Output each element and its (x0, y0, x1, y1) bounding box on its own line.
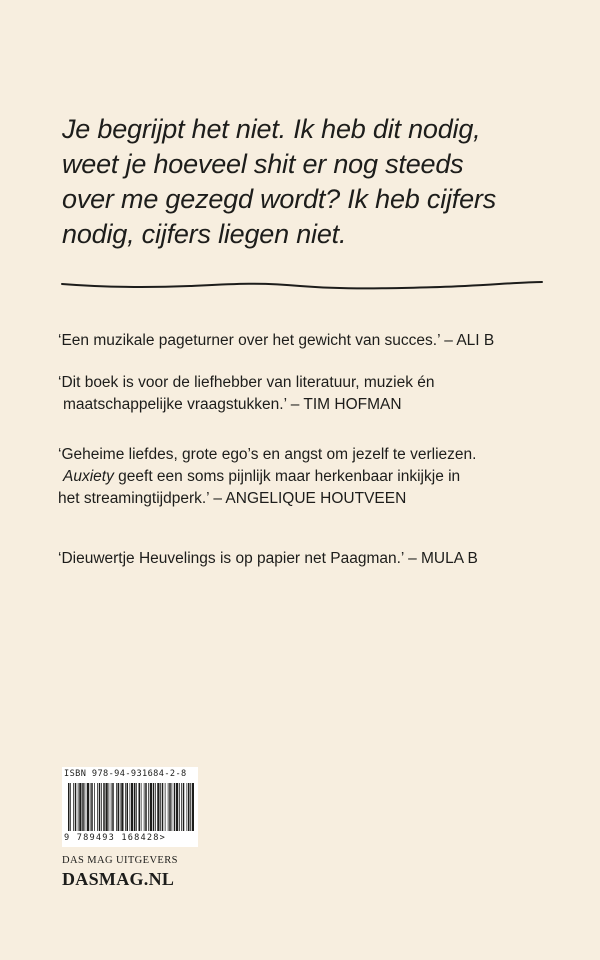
intro-quote-line: nodig, cijfers liegen niet. (62, 219, 347, 249)
barcode-bars (66, 783, 194, 831)
barcode-bar (192, 783, 194, 831)
barcode-digits (64, 833, 166, 843)
intro-quote-line: weet je hoeveel shit er nog steeds (62, 149, 464, 179)
barcode-bar (75, 783, 77, 831)
barcode-bar (181, 783, 182, 831)
barcode-bar (144, 783, 145, 831)
barcode-bar (190, 783, 191, 831)
barcode-bar (148, 783, 149, 831)
barcode-bar (68, 783, 70, 831)
barcode-bar (106, 783, 108, 831)
barcode-bar (82, 783, 84, 831)
barcode-number: 9 789493 168428 (64, 833, 160, 843)
barcode-bar (141, 783, 142, 831)
barcode-bar (87, 783, 89, 831)
barcode-bar (127, 783, 129, 831)
barcode-bar (70, 783, 71, 831)
barcode-bar (183, 783, 185, 831)
barcode-bar (155, 783, 156, 831)
intro-quote (62, 112, 562, 252)
barcode-bar (116, 783, 117, 831)
barcode-bar (153, 783, 155, 831)
barcode-bar (172, 783, 173, 831)
barcode-bar (188, 783, 190, 831)
barcode-bar (168, 783, 169, 831)
barcode-bar (174, 783, 176, 831)
review-blurb-angelique-houtveen (58, 444, 558, 510)
isbn-label: ISBN 978-94-931684-2-8 (64, 769, 187, 779)
blurb-line: ‘Geheime liefdes, grote ego’s en angst om jezelf te verliezen. (58, 446, 477, 463)
blurb-line: maatschappelijke vraagstukken.’ – TIM HOFMAN (63, 396, 402, 413)
barcode-bar (99, 783, 101, 831)
barcode-bar (111, 783, 112, 831)
barcode-bar (109, 783, 110, 831)
barcode-bar (162, 783, 164, 831)
barcode-bar (121, 783, 123, 831)
isbn-barcode (62, 767, 198, 847)
barcode-bar (131, 783, 133, 831)
barcode-bar (118, 783, 120, 831)
barcode-bar (136, 783, 137, 831)
blurb-line: ‘Een muzikale pageturner over het gewicht van succes.’ – ALI B (58, 332, 495, 349)
barcode-quiet-zone-mark: > (159, 833, 166, 843)
review-blurb-ali-b (58, 330, 558, 352)
handdrawn-divider-line (60, 274, 544, 294)
barcode-bar (73, 783, 74, 831)
barcode-bar (179, 783, 180, 831)
review-blurb-tim-hofman (58, 372, 558, 416)
barcode-bar (139, 783, 141, 831)
barcode-bar (160, 783, 161, 831)
book-title: Auxiety (63, 468, 114, 485)
blurb-line-rest: geeft een soms pijnlijk maar herkenbaar inkijkje in (113, 468, 461, 485)
barcode-bar (120, 783, 121, 831)
intro-quote-line: Je begrijpt het niet. Ik heb dit nodig, (62, 114, 481, 144)
barcode-bar (78, 783, 79, 831)
barcode-bar (169, 783, 171, 831)
barcode-bar (145, 783, 147, 831)
barcode-bar (125, 783, 126, 831)
barcode-bar (91, 783, 93, 831)
barcode-bar (90, 783, 91, 831)
blurb-line: het streamingtijdperk.’ – ANGELIQUE HOUTVEEN (58, 490, 407, 507)
barcode-bar (157, 783, 159, 831)
barcode-bar (187, 783, 188, 831)
blurb-line: ‘Dieuwertje Heuvelings is op papier net Paagman.’ – MULA B (58, 550, 478, 567)
barcode-bar (134, 783, 136, 831)
review-blurb-mula-b (58, 548, 558, 570)
barcode-bar (79, 783, 81, 831)
barcode-bar (176, 783, 178, 831)
blurb-line: ‘Dit boek is voor de liefhebber van literatuur, muziek én (58, 374, 435, 391)
blurb-line (58, 466, 558, 488)
barcode-bar (130, 783, 131, 831)
barcode-bar (94, 783, 95, 831)
barcode-bar (85, 783, 86, 831)
intro-quote-line: over me gezegd wordt? Ik heb cijfers (62, 184, 497, 214)
barcode-bar (103, 783, 105, 831)
barcode-bar (150, 783, 152, 831)
barcode-bar (97, 783, 98, 831)
barcode-bar (165, 783, 166, 831)
barcode-bar (101, 783, 102, 831)
barcode-bar (112, 783, 114, 831)
publisher-name: DAS MAG UITGEVERS (62, 855, 178, 866)
publisher-website: DASMAG.NL (62, 869, 175, 889)
